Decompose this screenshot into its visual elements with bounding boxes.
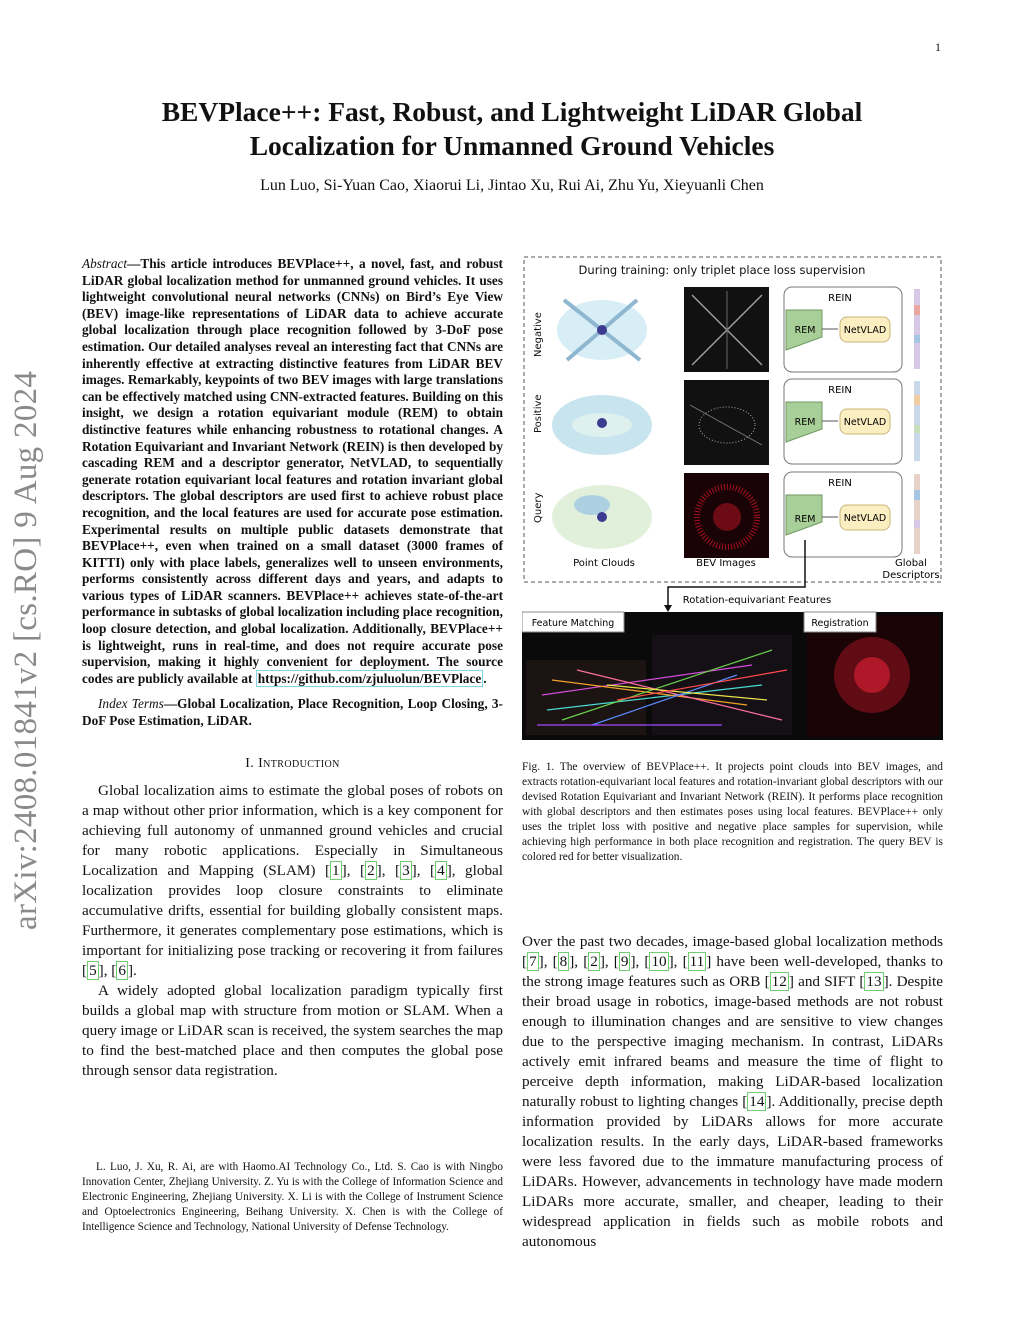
citation[interactable]: 12 bbox=[771, 973, 787, 990]
global-descriptor-positive bbox=[914, 381, 920, 461]
intro-paragraph-2: A widely adopted global localization paradigm typically first builds a global map with structure from motion or SLAM. When a query image or LiDAR scan is received, the system searches the map to find the best-matched place and then computes the global pose through sensor data registration. bbox=[82, 981, 503, 1079]
source-code-link[interactable]: https://github.com/zjuluolun/BEVPlace bbox=[257, 670, 482, 686]
training-label: During training: only triplet place loss supervision bbox=[578, 263, 866, 277]
svg-text:Query: Query bbox=[533, 492, 544, 523]
svg-text:Feature Matching: Feature Matching bbox=[531, 618, 615, 629]
citation[interactable]: 8 bbox=[559, 953, 568, 970]
point-cloud-positive bbox=[552, 395, 652, 455]
citation[interactable]: 11 bbox=[689, 953, 705, 970]
svg-text:NetVLAD: NetVLAD bbox=[843, 513, 887, 524]
svg-text:REIN: REIN bbox=[828, 385, 852, 396]
svg-text:REM: REM bbox=[794, 325, 816, 336]
svg-text:Registration: Registration bbox=[811, 618, 869, 629]
intro-paragraph-3: Over the past two decades, image-based global localization methods [ 7 ], [ 8 ], [ 2 ], [ 9 ], [ 10 ], [ 11 ] have been well-developed, thanks to the strong image features such as ORB [ 12 ] and SIFT [ 13 ]. Despite their broad usage in robotics, image-based methods are not robust enough to illumination changes and are sensitive to view changes due to the perspective imaging mechanism. In contrast, LiDARs actively emit infrared beams and measure the time of flight to perceive depth information, making LiDAR-based localization naturally robust to lighting changes [ 14 ]. Additionally, precise depth information provided by LiDARs allows for more accurate localization results. In the early days, LiDAR-based frameworks were less favored due to the immature manufacturing process of LiDARs. However, advancements in technology have made modern LiDARs more accurate, smaller, and cheaper, leading to their widespread application in fields such as mobile robots and autonomous bbox=[522, 933, 943, 1250]
column-label-global-line-1: Global bbox=[895, 558, 927, 569]
author-affiliation-footnote: L. Luo, J. Xu, R. Ai, are with Haomo.AI Technology Co., Ltd. S. Cao is with Ningbo Innovation Center, Zhejiang University. Z. Yu is with the College of Information Science and Electronic Engineering, Zhejiang University. X. Li is with the College of Instrument Science and Optoelectronics Engineering, Beihang University. X. Chen is with the College of Intelligence Science and Technology, National University of Defense Technology. bbox=[82, 1161, 503, 1233]
global-descriptor-query bbox=[914, 474, 920, 554]
point-cloud-query bbox=[552, 485, 652, 549]
row-label-negative bbox=[533, 312, 544, 357]
abstract-text: This article introduces BEVPlace++, a novel, fast, and robust LiDAR global localization method for unmanned ground vehicles. It uses lightweight convolutional neural networks (CNNs) on Bird’s Eye View (BEV) image-like representations of LiDAR data to achieve accurate global localization through place recognition followed by 3-DoF pose estimation. Our detailed analyses reveal an interesting fact that CNNs are inherently effective at extracting distinctive features from LiDAR BEV images. Remarkably, keypoints of two BEV images with large translations can be effectively matched using CNN-extracted features. Building on this insight, we design a rotation equivariant module (REM) to obtain distinctive features while enhancing robustness to rotational changes. A Rotation Equivariant and Invariant Network (REIN) is then developed by cascading REM and a descriptor generator, NetVLAD, to sequentially generate rotation equivariant local features and rotation invariant global descriptors. The global descriptors are used first to achieve robust place recognition, and the local features are used for accurate pose estimation. Experimental results on multiple public datasets demonstrate that BEVPlace++, even when trained on a small dataset (3000 frames of KITTI) only with place labels, generalizes well to unseen environments, performs consistently across different days and years, and adapts to various types of LiDAR scanners. BEVPlace++ achieves state-of-the-art performance in subtasks of global localization including place recognition, loop closure detection, and global localization. Additionally, BEVPlace++ is lightweight, runs in real-time, and does not require accurate pose supervision, making it highly convenient for deployment. The source codes are publicly available at bbox=[82, 256, 503, 686]
row-label-positive bbox=[533, 394, 544, 433]
citation[interactable]: 6 bbox=[118, 961, 126, 979]
column-label-point-clouds: Point Clouds bbox=[573, 558, 635, 569]
rein-block-negative bbox=[784, 287, 902, 372]
bev-image-negative bbox=[684, 287, 769, 372]
section-heading-introduction: I. Introduction bbox=[245, 755, 340, 771]
intro-paragraph-1: Global localization aims to estimate the global poses of robots on a map without other prior information, which is a key component for achieving full autonomy of unmanned ground vehicles and crucial for many robotic applications. Especially in Simultaneous Localization and Mapping (SLAM) [ 1 ], [ 2 ], [ 3 ], [ 4 ], global localization provides loop closure constraints to eliminate accumulative drifts, essential for building globally consistent maps. Furthermore, it generates complementary pose estimations, which is important for initializing pose tracking or recovering it from failures [ 5 ], [ 6 ]. bbox=[82, 781, 504, 979]
index-terms-label: Index Terms bbox=[98, 696, 164, 712]
right-column-body bbox=[522, 932, 943, 1252]
svg-text:REIN: REIN bbox=[828, 478, 852, 489]
row-label-query bbox=[533, 493, 544, 523]
abstract: Abstract—This article introduces BEVPlace++, a novel, fast, and robust LiDAR global localization method for unmanned ground vehicles. It uses lightweight convolutional neural networks (CNNs) on Bird’s Eye View (BEV) image-like representations of LiDAR data to achieve accurate global localization through place recognition followed by 3-DoF pose estimation. Our detailed analyses reveal an interesting fact that CNNs are inherently effective at extracting distinctive features from LiDAR BEV images. Remarkably, keypoints of two BEV images with large translations can be effectively matched using CNN-extracted features. Building on this insight, we design a rotation equivariant module (REM) to obtain distinctive features while enhancing robustness to rotational changes. A Rotation Equivariant and Invariant Network (REIN) is then developed by cascading REM and a descriptor generator, NetVLAD, to sequentially generate rotation equivariant local features and rotation invariant global descriptors. The global descriptors are used first to achieve robust place recognition, and the local features are used for accurate pose estimation. Experimental results on multiple public datasets demonstrate that BEVPlace++, even when trained on a small dataset (3000 frames of KITTI) only with place labels, generalizes well to unseen environments, performs consistently across different days and years, and adapts to various types of LiDAR scanners. BEVPlace++ achieves state-of-the-art performance in subtasks of global localization including place recognition, loop closure detection, and global localization. Additionally, BEVPlace++ is lightweight, runs in real-time, and does not require accurate pose supervision, making it highly convenient for deployment. The source codes are publicly available at https://github.com/zjuluolun/BEVPlace . bbox=[82, 256, 503, 686]
index-terms: Index Terms—Global Localization, Place Recognition, Loop Closing, 3-DoF Pose Estimation, LiDAR. bbox=[82, 696, 503, 729]
citation[interactable]: 5 bbox=[89, 961, 97, 979]
title-line-1: BEVPlace++: Fast, Robust, and Lightweight LiDAR Global bbox=[161, 96, 863, 127]
index-terms-text: Global Localization, Place Recognition, Loop Closing, 3-DoF Pose Estimation, LiDAR. bbox=[82, 696, 503, 729]
author-list: Lun Luo, Si-Yuan Cao, Xiaorui Li, Jintao Xu, Rui Ai, Zhu Yu, Xieyuanli Chen bbox=[260, 177, 764, 194]
citation[interactable]: 4 bbox=[437, 861, 445, 879]
point-cloud-negative bbox=[557, 300, 647, 360]
svg-text:NetVLAD: NetVLAD bbox=[843, 325, 887, 336]
citation[interactable]: 14 bbox=[749, 1093, 765, 1110]
svg-text:REIN: REIN bbox=[828, 293, 852, 304]
global-descriptor-negative bbox=[914, 289, 920, 369]
citation[interactable]: 10 bbox=[651, 953, 667, 970]
svg-text:Positive: Positive bbox=[533, 394, 544, 433]
paper-title bbox=[110, 95, 914, 163]
citation[interactable]: 13 bbox=[866, 973, 882, 990]
svg-text:REM: REM bbox=[794, 514, 816, 525]
rein-block-query bbox=[784, 472, 902, 557]
left-column bbox=[82, 256, 503, 1081]
page-number: 1 bbox=[935, 40, 941, 54]
bev-image-query bbox=[684, 473, 769, 558]
title-line-2: Localization for Unmanned Ground Vehicles bbox=[249, 130, 775, 161]
citation[interactable]: 9 bbox=[620, 953, 629, 970]
arxiv-identifier[interactable]: arXiv:2408.01841v2 [cs.RO] 9 Aug 2024 bbox=[8, 370, 44, 930]
citation[interactable]: 2 bbox=[590, 953, 598, 970]
citation[interactable]: 3 bbox=[402, 861, 410, 879]
rein-block-positive bbox=[784, 379, 902, 464]
abstract-label: Abstract bbox=[82, 256, 128, 271]
citation[interactable]: 7 bbox=[529, 953, 537, 970]
figure-1-caption: Fig. 1. The overview of BEVPlace++. It projects point clouds into BEV images, and extracts rotation-equivariant local features and rotation-invariant global descriptors with our devised Rotation Equivariant and Invariant Network (REIN). It performs place recognition with global descriptors and then estimates poses using local features. BEVPlace++ only uses the triplet loss with positive and negative place samples for supervision, while achieving high performance in both place recognition and registration. The query BEV is colored red for better visualization. bbox=[522, 761, 943, 863]
figure-1 bbox=[522, 255, 943, 745]
rotation-equivariant-features-label: Rotation-equivariant Features bbox=[682, 595, 832, 606]
abstract-dash: — bbox=[127, 256, 141, 271]
svg-text:REM: REM bbox=[794, 417, 816, 428]
introduction-body bbox=[82, 781, 503, 1081]
feature-matching-label-box bbox=[522, 612, 624, 632]
column-label-global-line-2: Descriptors bbox=[882, 570, 940, 581]
svg-text:NetVLAD: NetVLAD bbox=[843, 417, 887, 428]
overview-diagram bbox=[522, 255, 943, 745]
column-label-bev-images: BEV Images bbox=[696, 558, 756, 569]
bev-image-positive bbox=[684, 380, 769, 465]
citation[interactable]: 1 bbox=[332, 861, 340, 879]
registration-label-box bbox=[804, 612, 876, 632]
citation[interactable]: 2 bbox=[367, 861, 375, 879]
svg-text:Negative: Negative bbox=[533, 312, 544, 357]
